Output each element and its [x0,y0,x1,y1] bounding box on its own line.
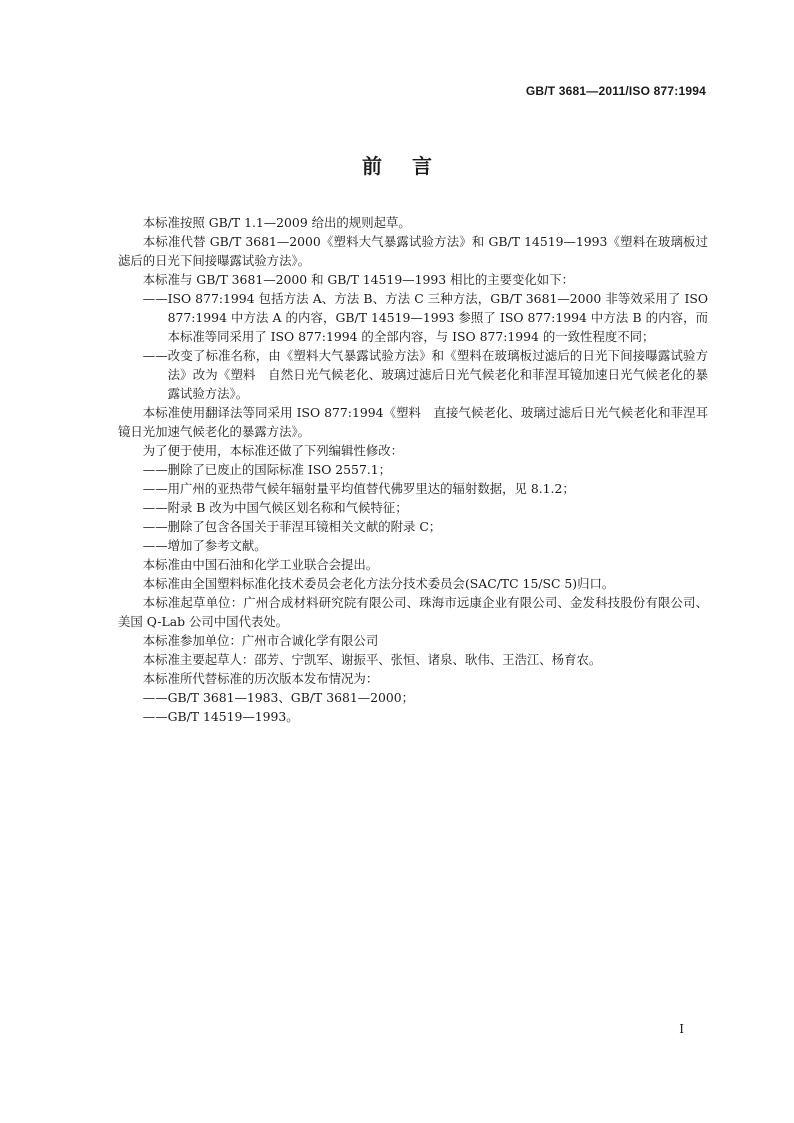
dash-mark: —— [142,709,168,724]
list-item [118,536,708,555]
list-item-text: 删除了包含各国关于菲涅耳镜相关文献的附录 C； [167,519,442,534]
paragraph: 本标准所代替标准的历次版本发布情况为： [142,671,379,686]
foreword-body [118,213,708,726]
dash-mark: —— [142,500,168,515]
paragraph: 本标准与 GB/T 3681—2000 和 GB/T 14519—1993 相比的主要变化如下： [142,272,574,287]
paragraph: 本标准使用翻译法等同采用 ISO 877:1994《塑料 直接气候老化、玻璃过滤后日光气候老化和菲涅耳镜日光加速气候老化的暴露方法》。 [118,405,708,439]
list-item [118,289,708,346]
list-item [118,460,708,479]
list-item-text: 附录 B 改为中国气候区划名称和气候特征； [167,500,408,515]
list-item-text: 删除了已废止的国际标准 ISO 2557.1； [167,462,392,477]
list-item [118,688,708,707]
list-item-text: GB/T 3681—1983、GB/T 3681—2000； [167,690,415,705]
dash-mark: —— [142,690,168,705]
dash-mark: —— [142,519,168,534]
paragraph: 为了便于使用，本标准还做了下列编辑性修改： [142,443,403,458]
paragraph: 本标准主要起草人：邵芳、宁凯军、谢振平、张恒、诸泉、耿伟、王浩江、杨育农。 [142,652,602,667]
page-title: 前言 [362,154,462,178]
list-item [118,479,708,498]
list-item [118,517,708,536]
list-item-text: ISO 877:1994 包括方法 A、方法 B、方法 C 三种方法，GB/T 3681—2000 非等效采用了 ISO 877:1994 中方法 A 的内容，GB/T 14519—1993 参照了 ISO 877:1994 中方法 B 的内容，而本标准等同采用了 ISO 877:1994 的全部内容，与 ISO 877:1994 的一致性程度不同； [167,291,708,344]
list-item [118,498,708,517]
list-item [118,346,708,403]
dash-mark: —— [142,538,168,553]
paragraph: 本标准起草单位：广州合成材料研究院有限公司、珠海市远康企业有限公司、金发科技股份有限公司、美国 Q-Lab 公司中国代表处。 [118,595,708,629]
paragraph: 本标准代替 GB/T 3681—2000《塑料大气暴露试验方法》和 GB/T 14519—1993《塑料在玻璃板过滤后的日光下间接曝露试验方法》。 [118,234,708,268]
list-item-text: 改变了标准名称，由《塑料大气暴露试验方法》和《塑料在玻璃板过滤后的日光下间接曝露试验方法》改为《塑料 自然日光气候老化、玻璃过滤后日光气候老化和菲涅耳镜加速日光气候老化的暴露试验方法》。 [167,348,708,401]
dash-mark: —— [142,462,168,477]
list-item-text: 用广州的亚热带气候年辐射量平均值替代佛罗里达的辐射数据，见 8.1.2； [167,481,575,496]
dash-mark: —— [142,291,168,306]
paragraph: 本标准由全国塑料标准化技术委员会老化方法分技术委员会(SAC/TC 15/SC 5)归口。 [142,576,615,591]
list-item-text: GB/T 14519—1993。 [167,709,299,724]
standard-code: GB/T 3681—2011/ISO 877:1994 [525,84,706,98]
list-item-text: 增加了参考文献。 [167,538,267,553]
page-number: I [679,1022,684,1036]
dash-mark: —— [142,348,168,363]
paragraph: 本标准参加单位：广州市合诚化学有限公司 [142,633,379,648]
list-item [118,707,708,726]
paragraph: 本标准按照 GB/T 1.1—2009 给出的规则起草。 [142,215,411,230]
dash-mark: —— [142,481,168,496]
paragraph: 本标准由中国石油和化学工业联合会提出。 [142,557,379,572]
